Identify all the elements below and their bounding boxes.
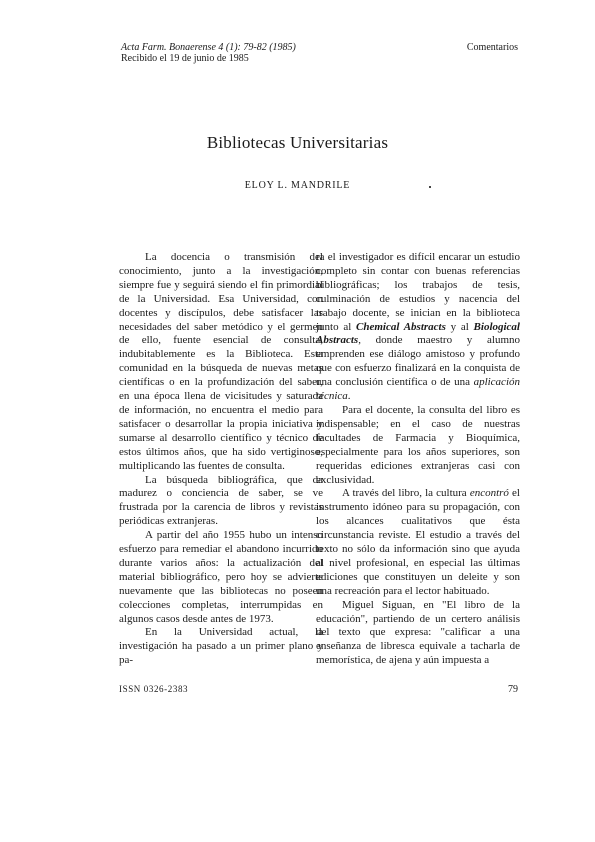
paragraph: En la Universidad actual, la investigación ha pasado a un primer plano y pa- <box>119 626 323 667</box>
paragraph <box>316 487 520 598</box>
emphasis-biological-abstracts: Biological Abstracts <box>316 320 520 347</box>
paragraph: Para el docente, la consulta del libro es indispensable; en el caso de nuestras facultades de Farmacia y Bioquímica, especialmente para los años superiores, son requeridas ediciones extranjeras casi con exclusividad. <box>316 403 520 486</box>
left-column <box>119 251 323 668</box>
right-column <box>316 251 520 668</box>
journal-citation: Acta Farm. Bonaerense 4 (1): 79-82 (1985) <box>121 42 296 53</box>
paragraph-continued <box>316 251 520 404</box>
text-run: el instrumento idóneo para su propagación, con los alcances cualitativos que ésta circunstancia reviste. El estudio a través del texto no sólo da información sino que ayuda al nivel profesional, en especial las últimas ediciones que constituyen un deleite y son una recreación para el lector habituado. <box>316 487 520 597</box>
page-number: 79 <box>508 684 518 695</box>
text-run: , donde maestro y alumno emprenden ese diálogo amistoso y profundo que con esfuerzo finalizará en la conquista de una conclusión científica o de una <box>316 334 520 389</box>
paragraph: La docencia o transmisión del conocimiento, junto a la investigación, siempre fue y seguirá siendo el fin primordial de la Universidad. Esa Universidad, con docentes y discípulos, debe satisfacer las necesidades del saber metódico y el germen de ello, fuente esencial de consulta, indubitablemente es la Biblioteca. Esta comunidad en la búsqueda de nuevas metas científicas o en la profundización del saber, en una época llena de vicisitudes y saturada de información, no encuentra el medio para satisfacer o desarrollar la propia iniciativa y sumarse al desarrollo científico y técnico de estos últimos años, que ha sido vertiginoso, multiplicando las fuentes de consulta. <box>119 251 323 472</box>
received-date: Recibido el 19 de junio de 1985 <box>121 53 249 64</box>
paragraph: Miguel Siguan, en "El libro de la educación", partiendo de un certero análisis del texto que expresa: "calificar a una enseñanza de libresca equivale a tacharla de memorística, de ajena y aún impuesta a <box>316 598 520 667</box>
text-run: . <box>347 390 351 403</box>
article-author: ELOY L. MANDRILE <box>244 180 351 191</box>
paragraph: A partir del año 1955 hubo un intenso esfuerzo para remediar el abandono incurrido durante varios años: la actualización del material bibliográfico, pero hoy se advierte nuevamente que las bibliotecas no poseen colecciones completas, interrumpidas en algunos casos desde antes de 1973. <box>119 529 323 625</box>
article-title: Bibliotecas Universitarias <box>206 133 389 152</box>
emphasis-aplicacion-tecnica: aplicación técnica <box>316 376 520 403</box>
section-label: Comentarios <box>466 42 518 53</box>
issn-label: ISSN 0326-2383 <box>119 684 189 694</box>
text-run: A través del libro, la cultura <box>342 487 470 500</box>
speck-mark <box>429 186 431 188</box>
text-run: y al <box>445 320 474 333</box>
text-run: ra el investigador es difícil encarar un estudio completo sin contar con buenas referencias bibliográficas; los trabajos de tesis, culminación de estudios y nacencia del trabajo docente, se inician en la biblioteca junto al <box>316 251 520 333</box>
emphasis-encontro: encontró <box>469 487 509 500</box>
paragraph: La búsqueda bibliográfica, que da madurez o conciencia de saber, se ve frustrada por la carencia de libros y revistas periódicas extranjeras. <box>119 473 323 528</box>
running-header <box>121 42 296 64</box>
emphasis-chemical-abstracts: Chemical Abstracts <box>356 320 446 333</box>
